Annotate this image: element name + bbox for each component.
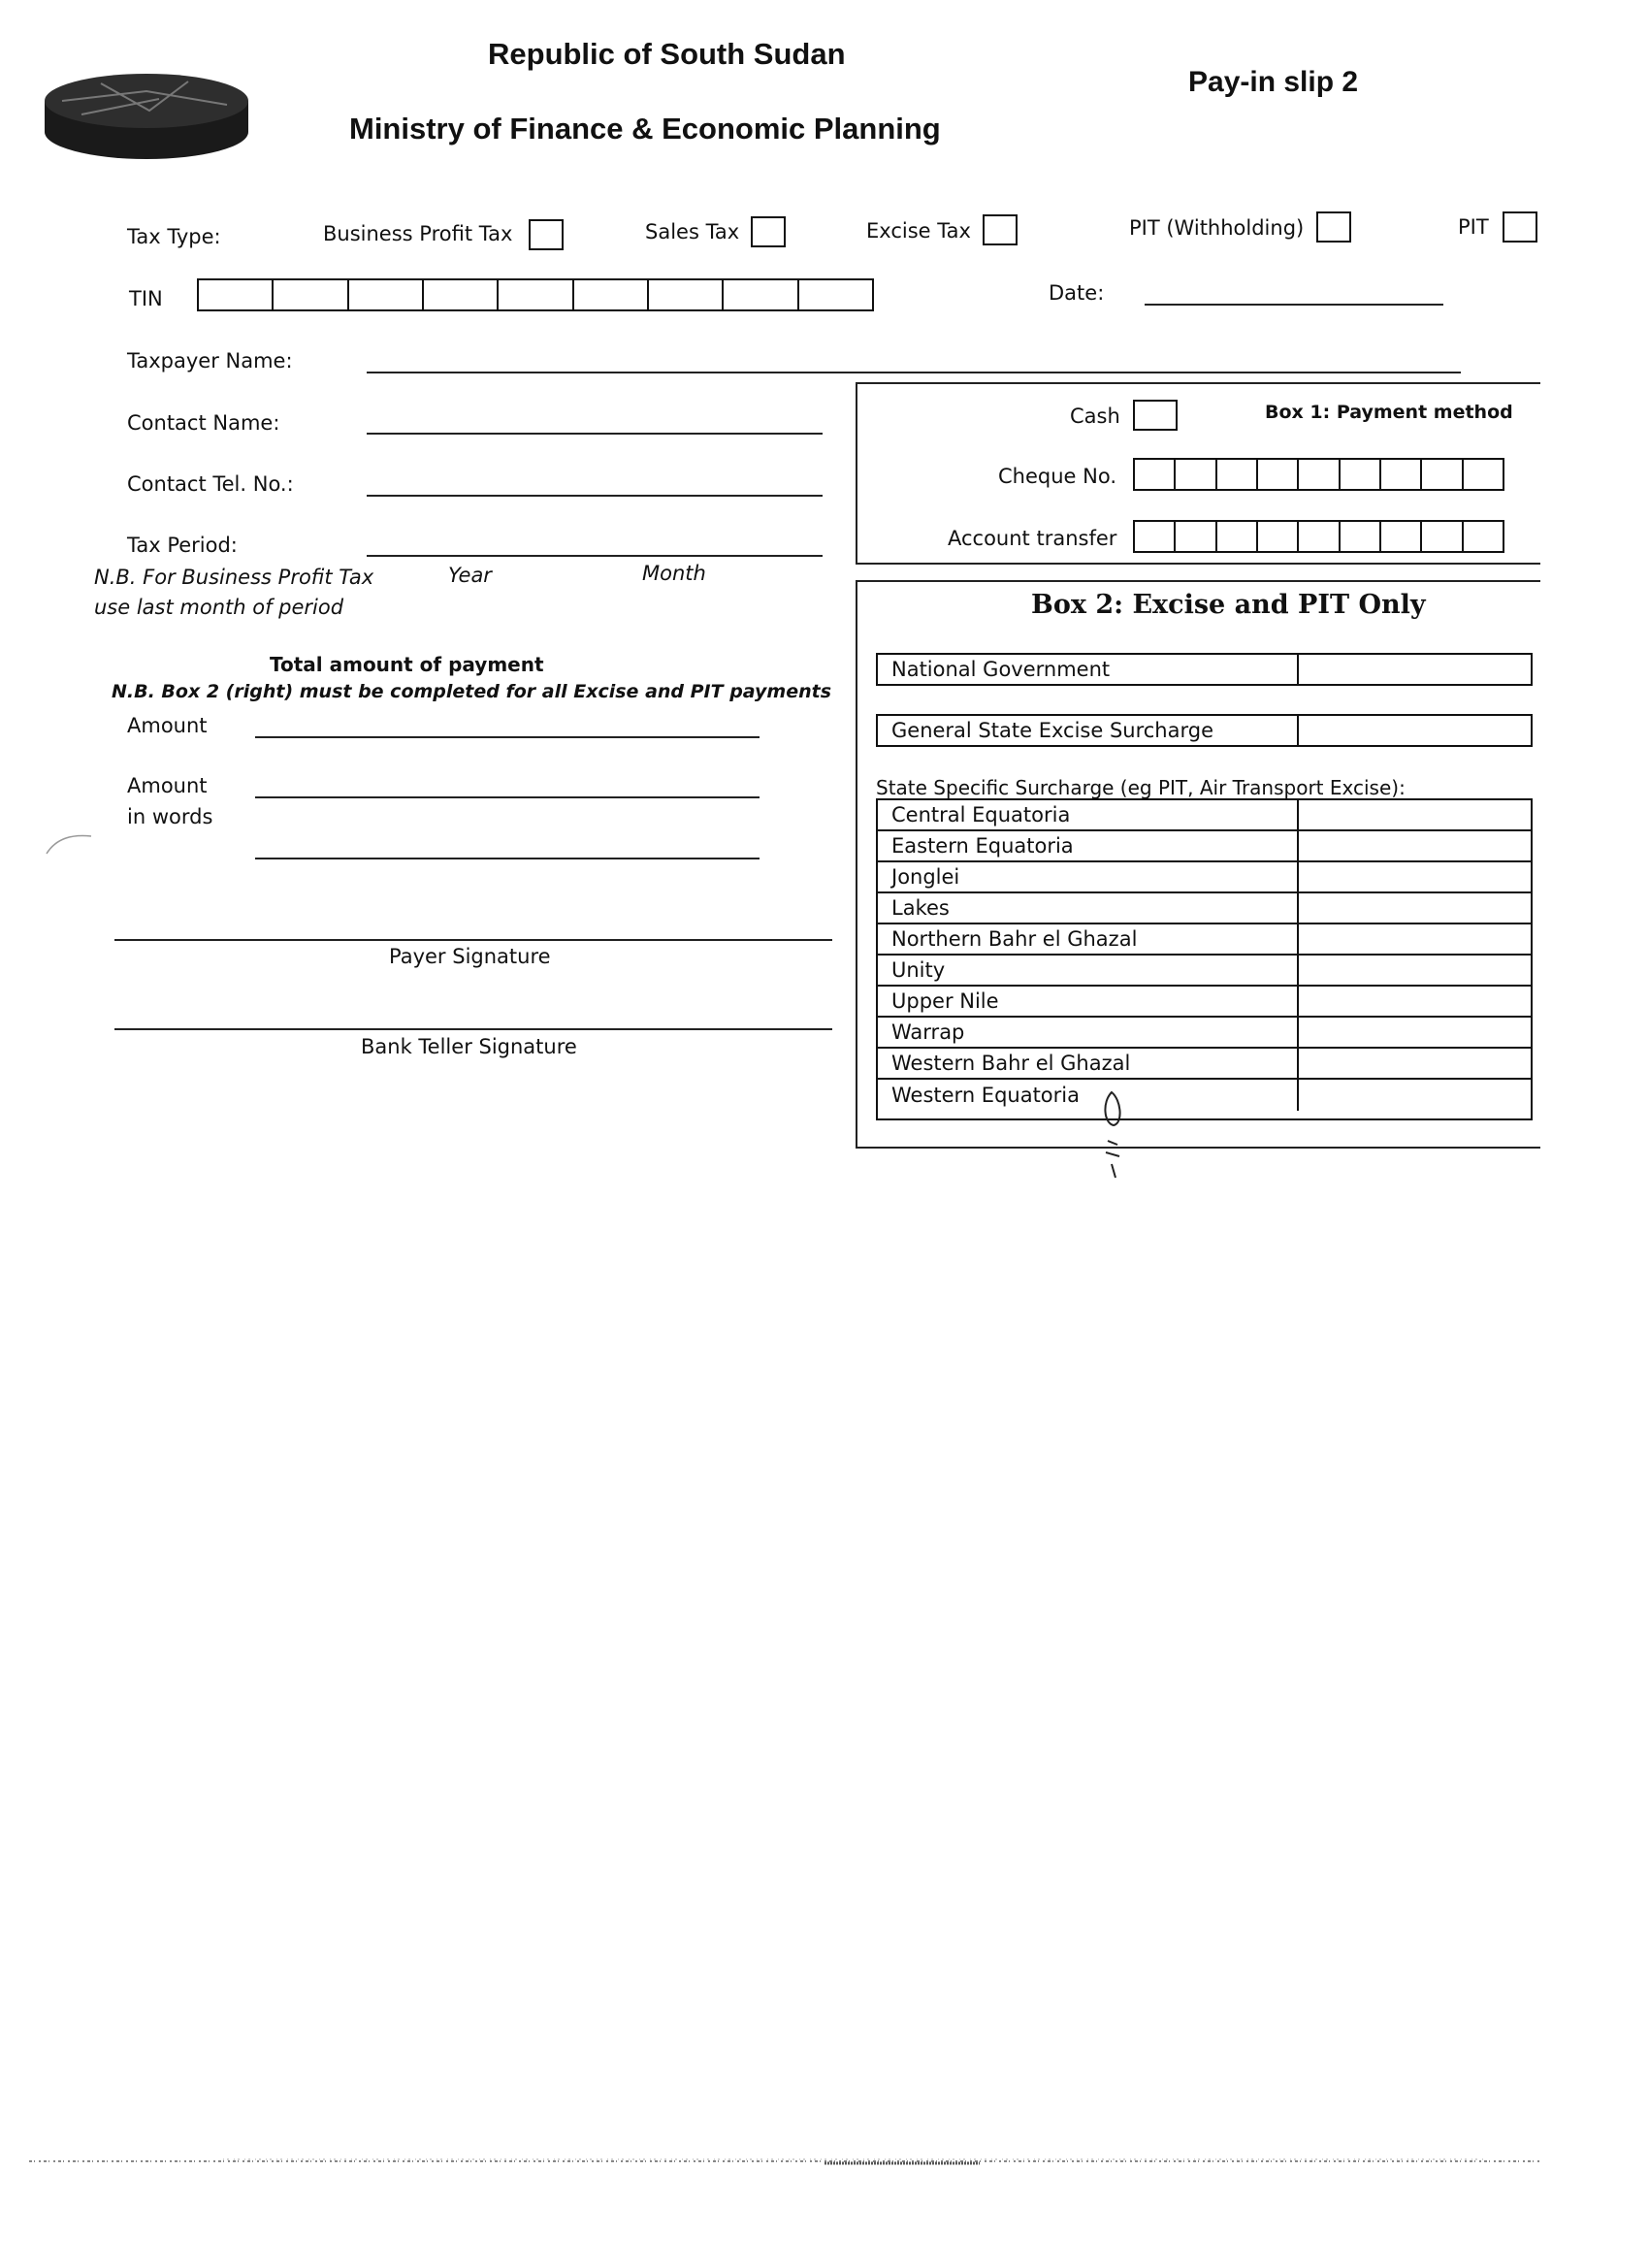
tax-period-field[interactable]: [367, 555, 823, 557]
pit-checkbox[interactable]: [1503, 211, 1537, 243]
state-name: Western Equatoria: [878, 1080, 1299, 1111]
date-field[interactable]: [1145, 304, 1443, 306]
scan-mark: [43, 825, 101, 863]
amount-label: Amount: [127, 714, 208, 737]
account-transfer-label: Account transfer: [948, 527, 1117, 550]
business-profit-tax-label: Business Profit Tax: [323, 222, 513, 245]
ministry-title: Ministry of Finance & Economic Planning: [349, 112, 941, 146]
tax-type-label: Tax Type:: [127, 225, 221, 248]
state-name: Unity: [878, 956, 1299, 985]
state-amount[interactable]: [1299, 987, 1531, 1016]
general-surcharge-label: General State Excise Surcharge: [878, 716, 1299, 745]
state-amount[interactable]: [1299, 862, 1531, 891]
sales-tax-label: Sales Tax: [645, 220, 740, 243]
state-amount[interactable]: [1299, 831, 1531, 860]
pit-withholding-checkbox[interactable]: [1316, 211, 1351, 243]
state-amount[interactable]: [1299, 893, 1531, 923]
cheque-number-input[interactable]: [1133, 458, 1504, 491]
slip-title: Pay-in slip 2: [1188, 66, 1359, 98]
excise-tax-label: Excise Tax: [866, 219, 971, 243]
state-amount[interactable]: [1299, 956, 1531, 985]
general-surcharge-amount[interactable]: [1299, 716, 1531, 745]
period-note-line2: use last month of period: [94, 596, 344, 619]
pit-label: PIT: [1458, 215, 1489, 239]
ink-smudge: [1094, 1085, 1133, 1182]
pit-withholding-label: PIT (Withholding): [1129, 216, 1305, 240]
state-name: Warrap: [878, 1018, 1299, 1047]
payment-title: Total amount of payment: [270, 653, 544, 676]
payer-signature-label: Payer Signature: [389, 945, 551, 968]
table-row: [878, 1080, 1531, 1111]
amount-words-label-1: Amount: [127, 774, 208, 797]
taxpayer-name-label: Taxpayer Name:: [127, 349, 293, 373]
sales-tax-checkbox[interactable]: [751, 216, 786, 247]
month-label: Month: [642, 562, 706, 585]
cash-label: Cash: [1070, 405, 1120, 428]
amount-words-label-2: in words: [127, 805, 213, 828]
scan-edge-speckle: [29, 2155, 1542, 2167]
state-name: Eastern Equatoria: [878, 831, 1299, 860]
teller-signature-label: Bank Teller Signature: [361, 1035, 577, 1058]
state-surcharge-label: State Specific Surcharge (eg PIT, Air Transport Excise):: [876, 776, 1406, 799]
table-row: [878, 862, 1531, 893]
period-note-line1: N.B. For Business Profit Tax: [94, 566, 374, 589]
republic-title: Republic of South Sudan: [488, 37, 846, 71]
business-profit-tax-checkbox[interactable]: [529, 219, 564, 250]
general-surcharge-row: [876, 714, 1533, 747]
amount-words-field-2[interactable]: [255, 858, 760, 859]
contact-name-field[interactable]: [367, 433, 823, 435]
contact-tel-field[interactable]: [367, 495, 823, 497]
teller-signature-line[interactable]: [114, 1028, 832, 1030]
state-amount[interactable]: [1299, 1018, 1531, 1047]
taxpayer-name-field[interactable]: [367, 372, 1461, 373]
amount-field[interactable]: [255, 736, 760, 738]
national-government-label: National Government: [878, 655, 1299, 684]
excise-tax-checkbox[interactable]: [983, 214, 1018, 245]
ministry-logo: [43, 72, 250, 159]
state-name: Lakes: [878, 893, 1299, 923]
amount-words-field-1[interactable]: [255, 796, 760, 798]
table-row: [878, 956, 1531, 987]
box1-title: Box 1: Payment method: [1265, 402, 1513, 423]
tin-label: TIN: [129, 287, 163, 310]
state-name: Jonglei: [878, 862, 1299, 891]
state-amount[interactable]: [1299, 924, 1531, 954]
cash-checkbox[interactable]: [1133, 400, 1178, 431]
state-name: Northern Bahr el Ghazal: [878, 924, 1299, 954]
national-government-row: [876, 653, 1533, 686]
table-row: [878, 831, 1531, 862]
state-amount[interactable]: [1299, 1080, 1531, 1111]
table-row: [878, 924, 1531, 956]
state-amount[interactable]: [1299, 800, 1531, 829]
account-transfer-input[interactable]: [1133, 520, 1504, 553]
table-row: [878, 800, 1531, 831]
tin-input[interactable]: [197, 278, 874, 311]
state-name: Western Bahr el Ghazal: [878, 1049, 1299, 1078]
tax-period-label: Tax Period:: [127, 534, 238, 557]
date-label: Date:: [1049, 281, 1105, 305]
contact-name-label: Contact Name:: [127, 411, 280, 435]
state-name: Upper Nile: [878, 987, 1299, 1016]
payment-note: N.B. Box 2 (right) must be completed for all Excise and PIT payments: [112, 681, 832, 702]
cheque-label: Cheque No.: [998, 465, 1116, 488]
year-label: Year: [448, 564, 492, 587]
state-surcharge-table: [876, 798, 1533, 1120]
state-name: Central Equatoria: [878, 800, 1299, 829]
table-row: [878, 893, 1531, 924]
state-amount[interactable]: [1299, 1049, 1531, 1078]
table-row: [878, 1018, 1531, 1049]
table-row: [878, 987, 1531, 1018]
contact-tel-label: Contact Tel. No.:: [127, 472, 294, 496]
national-government-amount[interactable]: [1299, 655, 1531, 684]
table-row: [878, 1049, 1531, 1080]
box2-title: Box 2: Excise and PIT Only: [1031, 590, 1426, 620]
payer-signature-line[interactable]: [114, 939, 832, 941]
